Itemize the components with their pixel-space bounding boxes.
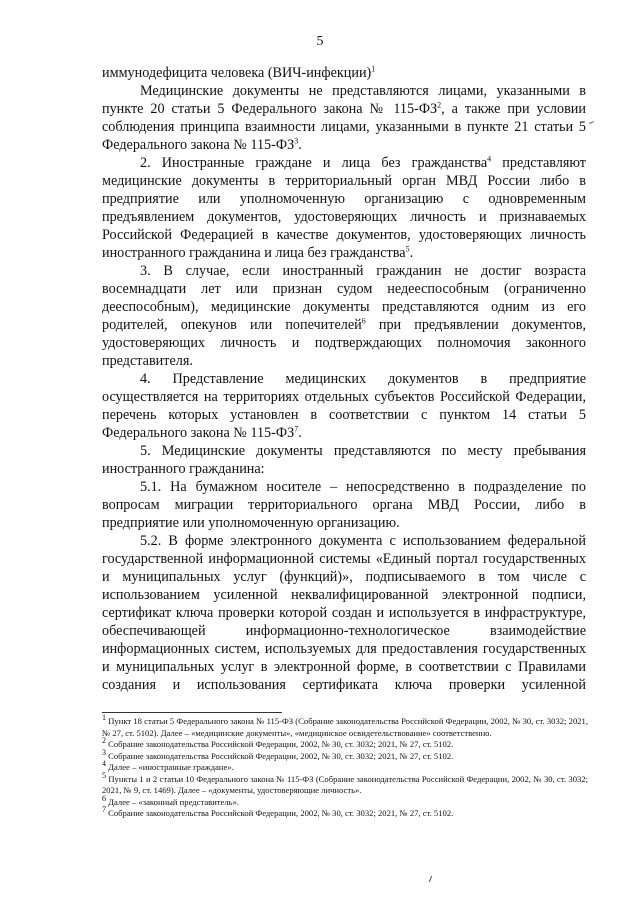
paragraph-item-3: 3. В случае, если иностранный гражданин не достиг возраста восемнадцати лет или признан судом недееспособным (ограниченно дееспособным), медицинские документы представляются одним из его родителей, опекунов или попечителей$^6$ при предъявлении документов, удостоверяющих личность и подтверждающих полномочия законного представителя. xyxy=(102,263,586,369)
footnote: $^2$ Собрание законодательства Российской Федерации, 2002, № 30, ст. 3032; 2021, № 27, ст. 5102. xyxy=(102,736,454,749)
footnote: $^5$ Пункты 1 и 2 статьи 10 Федерального закона № 115-ФЗ (Собрание законодательства Российской Федерации, 2002, № 30, ст. 3032; 2021, № 9, ст. 1469). Далее – «документы, удостоверяющие личность». xyxy=(102,770,589,795)
footnote: $^3$ Собрание законодательства Российской Федерации, 2002, № 30, ст. 3032; 2021, № 27, ст. 5102. xyxy=(102,747,454,761)
document-body xyxy=(102,64,586,694)
paragraph-item-5: 5. Медицинские документы представляются по месту пребывания иностранного гражданина: xyxy=(102,443,586,477)
paragraph-item-4: 4. Представление медицинских документов в предприятие осуществляется на территориях отдельных субъектов Российской Федерации, перечень которых установлен в соответствии с пунктом 14 статьи 5 Федерального закона № $115-ФЗ^7$. xyxy=(102,371,586,441)
footnote-ref: 7 xyxy=(294,424,299,434)
margin-pen-mark xyxy=(589,121,594,124)
footnote-ref: 6 xyxy=(361,316,366,326)
footnote: $^7$ Собрание законодательства Российской Федерации, 2002, № 30, ст. 3032; 2021, № 27, ст. 5102. xyxy=(102,805,454,818)
footnote-ref: 5 xyxy=(405,244,410,254)
footnote-ref: 4 xyxy=(487,154,492,164)
footnote-ref: 2 xyxy=(437,100,442,110)
footnote-ref: 1 xyxy=(371,64,376,74)
footnote: $^4$ Далее – «иностранные граждане». xyxy=(102,759,234,772)
paragraph-medical-docs-exemption: Медицинские документы не представляются лицами, указанными в пункте 20 статьи 5 Федерального закона № $115-ФЗ^2$, а также при условии соблюдения принципа взаимности лицами, указанными в пункте 21 статьи 5 Федерального закона № $115-ФЗ^3$. xyxy=(102,83,586,153)
page-number: 5 xyxy=(316,34,324,49)
paragraph-continuation: иммунодефицита человека (ВИЧ-инфекции)$^1$ xyxy=(102,64,376,81)
footnote-ref: 3 xyxy=(294,136,299,146)
paragraph-item-5-2: 5.2. В форме электронного документа с использованием федеральной государственной информационной системы «Единый портал государственных и муниципальных услуг (функций)», подписываемого в том числе с использованием усиленной неквалифицированной электронной подписи, сертификат ключа проверки которой создан и используется в инфраструктуре, обеспечивающей информационно-технологическое взаимодействие информационных систем, используемых для предоставления государственных и муниципальных услуг в электронной форме, в соответствии с Правилами создания и использования сертификата ключа проверки усиленной xyxy=(102,533,586,693)
footnote: $^6$ Далее – «законный представитель». xyxy=(102,793,240,807)
footnotes xyxy=(102,713,589,820)
paragraph-item-2: 2. Иностранные граждане и лица без гражданства$^4$ представляют медицинские документы в территориальный орган МВД России либо в предприятие или уполномоченную организацию с одновременным предъявлением документов, удостоверяющих личность и признаваемых Российской Федерацией в качестве документов, удостоверяющих личность иностранного гражданина и лица без гражданства$^5$. xyxy=(102,154,587,261)
footnote-separator xyxy=(102,712,282,713)
paragraph-item-5-1: 5.1. На бумажном носителе – непосредственно в подразделение по вопросам миграции территориального органа МВД России, либо в предприятие или уполномоченную организацию. xyxy=(102,479,586,531)
footnote: $^1$ Пункт 18 статьи 5 Федерального закона № 115-ФЗ (Собрание законодательства Российской Федерации, 2002, № 30, ст. 3032; 2021, № 27, ст. 5102). Далее – «медицинские документы», «медицинское освидетельствование» соответственно. xyxy=(102,713,588,738)
scan-pen-mark xyxy=(429,876,437,882)
